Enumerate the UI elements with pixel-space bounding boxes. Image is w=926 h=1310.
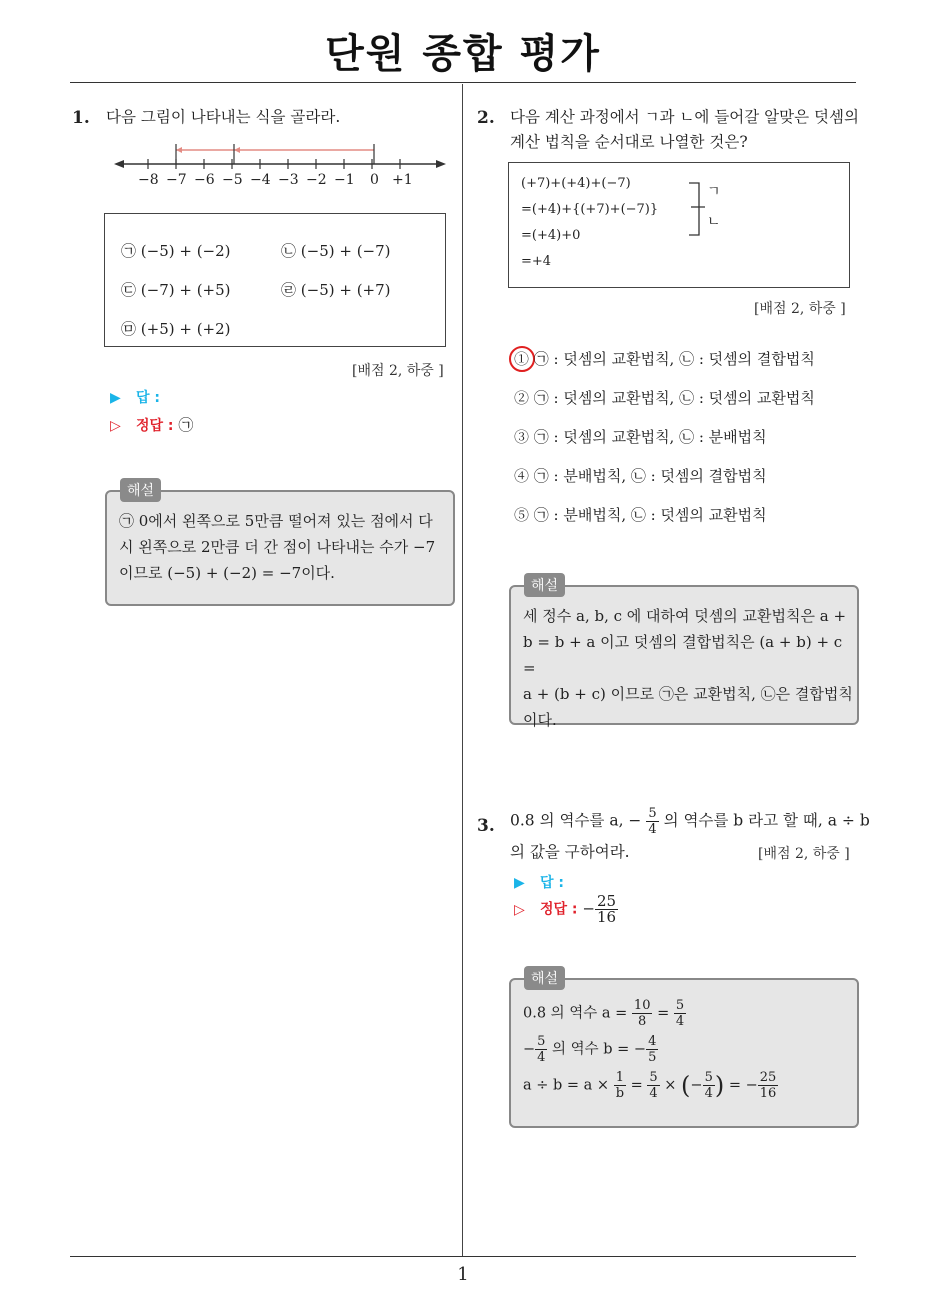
frac-den: 8 [638,1014,647,1029]
frac-num: 4 [648,1034,657,1049]
frac-num: 1 [615,1070,624,1085]
q2-explanation-tag: 해설 [524,573,565,597]
play-icon: ▶ [514,875,525,891]
frac-den: 4 [649,1086,658,1101]
exp-fraction [647,1070,659,1101]
q2-calc-lines [521,171,658,275]
exp-fraction [646,1034,658,1065]
calc-line: =+4 [521,254,552,269]
q3-score: [배점 2, 하중 ] [758,846,850,862]
answer-label: 답 : [540,875,564,891]
q3-correct-line [514,894,618,925]
bottom-divider [70,1256,856,1257]
exp-text: a ÷ b = a × [523,1077,610,1094]
paren-right: ) [714,1071,725,1100]
answer-label: 답 : [136,390,160,406]
bracket-label-b: ㄴ [707,214,721,230]
q1-text: 다음 그림이 나타내는 식을 골라라. [106,108,341,126]
q1-option[interactable]: ㉠ (−5) + (−2) [121,242,231,260]
frac-den: 4 [648,822,657,837]
exp-text: − [523,1041,536,1058]
exp-fraction [758,1070,779,1101]
exp-line: 세 정수 a, b, c 에 대하여 덧셈의 교환법칙은 a + [523,607,847,625]
frac-den: 4 [675,1014,685,1029]
frac-den: 4 [537,1050,546,1065]
exp-fraction [535,1034,547,1065]
correct-fraction [595,894,618,925]
q2-text-line: 다음 계산 과정에서 ㄱ과 ㄴ에 들어갈 알맞은 덧셈의 [510,108,859,126]
q2-text [510,105,860,155]
exp-text: 0.8 의 역수 a = [523,1005,628,1022]
correct-label: 정답 : [540,901,578,918]
q2-explanation-box [509,585,859,729]
calc-line: =(+4)+{(+7)+(−7)} [521,202,659,217]
q1-explanation-box [105,490,455,606]
q2-calc-box [508,162,850,288]
tick-label: −2 [306,172,327,188]
q3-text-a: 0.8 의 역수를 a, − [510,811,642,830]
q3-fraction [646,806,658,837]
exp-line [523,1070,853,1106]
q3-explanation-text [523,998,853,1106]
q3-explanation-box [509,978,859,1128]
exp-line: ㉠ 0에서 왼쪽으로 5만큼 떨어져 있는 점에서 다 [119,512,433,530]
exp-line: b = b + a 이고 덧셈의 결합법칙은 (a + b) + c = [523,633,843,677]
frac-den: 16 [596,908,617,926]
frac-den: 5 [648,1050,657,1065]
correct-sign: − [582,899,595,918]
q2-choice-5[interactable]: ⑤ ㉠ : 분배법칙, ㉡ : 덧셈의 교환법칙 [514,506,767,524]
exp-fraction [703,1070,715,1101]
q1-answer-line [110,387,160,407]
q1-correct-line [110,414,193,435]
frac-num: 5 [649,1070,658,1085]
q2-choice-3[interactable]: ③ ㉠ : 덧셈의 교환법칙, ㉡ : 분배법칙 [514,428,767,446]
exp-text: 의 역수 b = − [552,1041,647,1058]
page-title: 단원 종합 평가 [325,31,601,77]
q3-explanation-tag: 해설 [524,966,565,990]
q2-choice-4[interactable]: ④ ㉠ : 분배법칙, ㉡ : 덧셈의 결합법칙 [514,467,767,485]
tick-label: 0 [370,172,379,188]
top-divider [70,82,856,83]
q2-number: 2. [477,108,495,128]
q3-number: 3. [477,816,495,836]
exp-text: = [657,1005,670,1022]
tick-label: −6 [194,172,215,188]
exp-fraction [614,1070,626,1101]
q3-answer-line [514,872,564,892]
exp-text: = − [728,1077,758,1094]
exp-line: 이므로 (−5) + (−2) = −7이다. [119,564,335,582]
paren-left: ( [681,1071,691,1100]
tick-label: −1 [334,172,355,188]
exp-line [523,1034,853,1070]
q3-text-c: 의 값을 구하여라. [510,843,630,861]
q3-text-b: 의 역수를 b 라고 할 때, a ÷ b [663,811,870,830]
frac-den: b [615,1086,625,1101]
calc-line: =(+4)+0 [521,228,581,243]
frac-num: 5 [648,806,657,821]
exp-fraction [632,998,653,1029]
q1-explanation-text [119,508,449,586]
q1-option[interactable]: ㉤ (+5) + (+2) [121,320,231,338]
tick-label: −7 [166,172,187,188]
tick-label: +1 [392,172,413,188]
exp-line: 시 왼쪽으로 2만큼 더 간 점이 나타내는 수가 −7 [119,538,436,556]
q1-number: 1. [72,108,90,128]
exp-line [523,998,853,1034]
exp-text: − [690,1077,703,1094]
frac-num: 25 [759,1070,777,1085]
q2-choice-2[interactable]: ② ㉠ : 덧셈의 교환법칙, ㉡ : 덧셈의 교환법칙 [514,389,815,407]
q1-tick-labels [110,172,450,192]
frac-den: 4 [704,1086,713,1101]
tick-label: −5 [222,172,243,188]
tick-label: −8 [138,172,159,188]
triangle-outline-icon: ▷ [514,901,525,918]
correct-label: 정답 : [136,418,174,434]
bracket-label-a: ㄱ [707,184,721,200]
q1-score: [배점 2, 하중 ] [352,363,444,379]
tick-label: −4 [250,172,271,188]
frac-num: 5 [704,1070,713,1085]
triangle-outline-icon: ▷ [110,418,121,434]
q2-text-line: 계산 법칙을 순서대로 나열한 것은? [510,133,748,151]
q3-text [510,806,870,837]
exp-text: = [630,1077,643,1094]
exp-line: 이다. [523,711,557,729]
q1-option[interactable]: ㉢ (−7) + (+5) [121,281,231,299]
q1-option[interactable]: ㉡ (−5) + (−7) [281,242,391,260]
correct-value: ㉠ [178,416,194,434]
column-divider [462,84,463,1256]
frac-num: 5 [675,998,685,1013]
page-number: 1 [457,1264,469,1285]
q1-explanation-tag: 해설 [120,478,161,502]
frac-den: 16 [759,1086,777,1101]
exp-line: a + (b + c) 이므로 ㉠은 교환법칙, ㉡은 결합법칙 [523,685,853,703]
q1-options-box [104,213,446,347]
exp-text: × [664,1077,677,1094]
q2-score: [배점 2, 하중 ] [754,301,846,317]
frac-num: 10 [633,998,651,1013]
frac-num: 25 [596,892,617,910]
q1-option[interactable]: ㉣ (−5) + (+7) [281,281,391,299]
tick-label: −3 [278,172,299,188]
calc-line: (+7)+(+4)+(−7) [521,176,631,191]
exp-fraction [674,998,686,1029]
q2-choice-1[interactable]: ① ㉠ : 덧셈의 교환법칙, ㉡ : 덧셈의 결합법칙 [514,350,815,368]
frac-num: 5 [537,1034,546,1049]
q2-explanation-text [523,603,853,733]
play-icon: ▶ [110,390,121,406]
